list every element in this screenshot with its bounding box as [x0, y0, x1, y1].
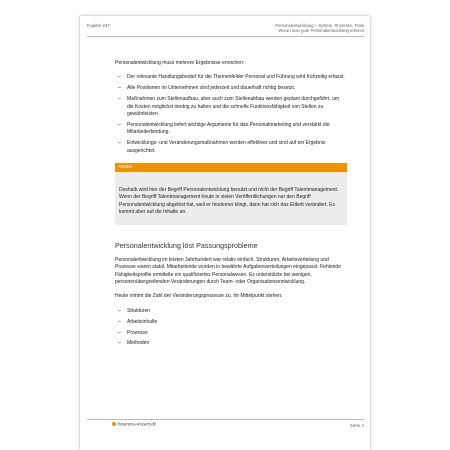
chapter-label: Kapitel 247 — [87, 23, 110, 28]
page-number: Seite 4 — [349, 423, 364, 428]
merke-box — [115, 163, 347, 225]
results-list — [115, 74, 347, 155]
list-item: – Strukturen — [118, 307, 151, 314]
header-divider — [87, 36, 364, 37]
list-item: – Alle Positionen im Unternehmen sind jederzeit und dauerhaft richtig besetzt. — [118, 85, 296, 92]
list-item: – Entwicklungs- und Veränderungsmaßnahmen werden effektiver und sind auf ein Ergebnis ausgerichtet. — [118, 140, 326, 154]
footer-logo — [112, 422, 156, 428]
merke-label: Merke — [115, 163, 347, 172]
list-item: – Methoden — [118, 340, 150, 347]
running-header-subtitle: Woran man gute Personalentwicklung erkennt — [278, 28, 364, 34]
section1-intro: Personalentwicklung muss mehrere Ergebnisse erreichen: — [115, 60, 245, 66]
section2-heading: Personalentwicklung löst Passungsprobleme — [115, 240, 258, 250]
list-item: – Maßnahmen zum Stellenaufbau, aber auch zum Stellenabbau werden geplant durchgeführt, um die Kosten möglichst niedrig zu halten und die schnelle Funktionsfähigkeit von Stellen zu gewährleisten. — [118, 96, 340, 118]
section2-paragraph-1: Personalentwicklung im letzten Jahrhundert war relativ einfach. Strukturen, Arbeitsverteilung und Prozesse waren stabil. Mitarbeitende wurden in bewährte Aufgabenverteilungen eingepasst. Fehlende Fähigkeitsprofile ermittelte ein qualifiziertes Personalwesen. Es unterstützte bei wenigen, personenübergreifenden Veränderungen durch Team- oder Organisationsentwicklung. — [115, 256, 341, 285]
list-item: – Der relevante Handlungsbedarf für die Themenfelder Personal und Führung wird frühzeitig erfasst. — [118, 74, 345, 81]
merke-text: Deshalb wird hier der Begriff Personalentwicklung benutzt und nicht der Begriff Talentmanagement. Wenn der Begriff Talentmanagement heute in vielen Veröffentlichungen nur den Begriff Personalentwicklung abgelöst hat, weil er moderner klingt, dann hat sich das Etikett verändert. Es kommt aber auf die Inhalte an. — [119, 187, 339, 216]
document-page — [80, 16, 370, 450]
list-item: – Prozesse — [118, 329, 148, 336]
running-header — [275, 23, 364, 34]
running-header-title: Personalentwicklung – System, Prozesse, Tools — [275, 23, 364, 28]
section2-paragraph-2: Heute nimmt die Zahl der Veränderungsprozesse zu. Im Mittelpunkt stehen: — [115, 293, 283, 300]
logo-text: business-wissen.de — [118, 422, 156, 428]
footer-divider — [87, 419, 364, 420]
logo-dot-icon — [112, 422, 116, 426]
change-areas-list — [115, 308, 347, 348]
list-item: – Personalentwicklung liefert wichtige Argumente für das Personalmarketing und verstärkt die Mitarbeiterbindung. — [118, 121, 330, 136]
page-content — [115, 60, 347, 354]
list-item: – Arbeitsinhalte — [118, 318, 158, 325]
